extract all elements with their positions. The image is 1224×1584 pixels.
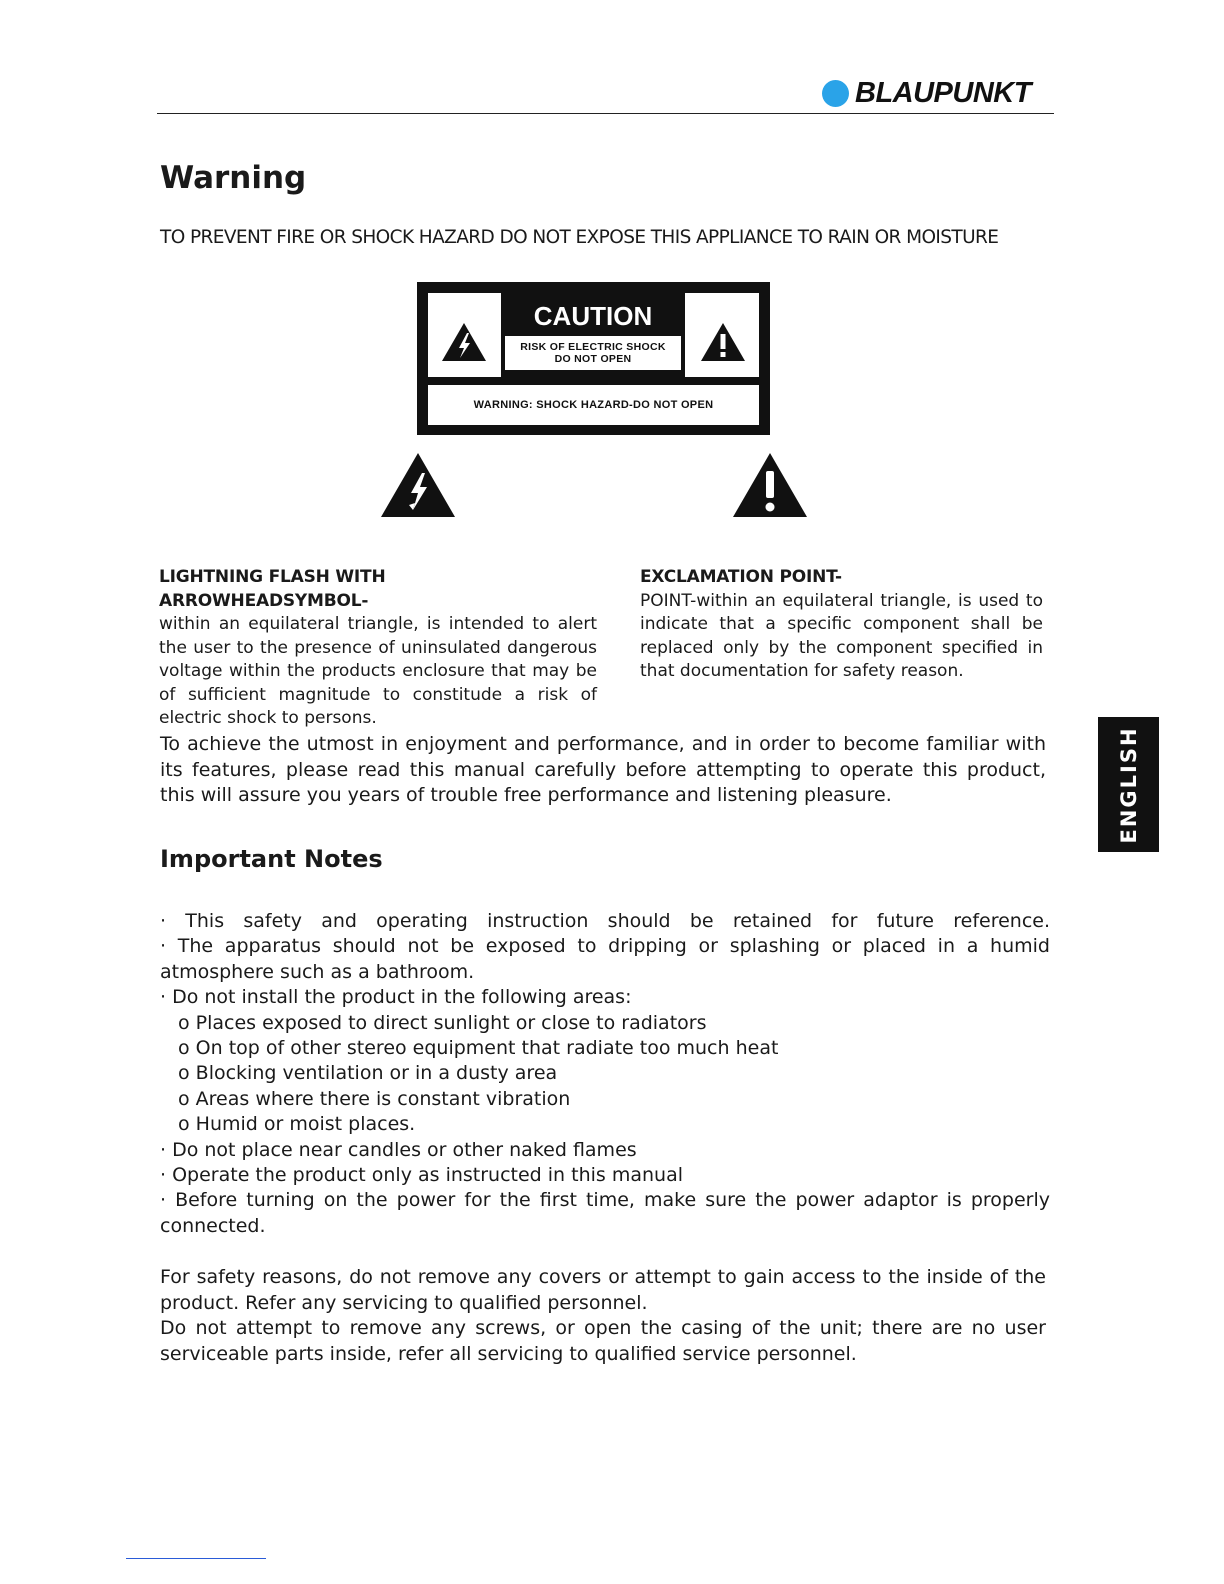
exclamation-explanation-body: POINT-within an equilateral triangle, is used to indicate that a specific component shall be replaced only by the component specified in that documentation for safety reason.: [640, 590, 1043, 681]
brand-logo: [822, 78, 1031, 108]
lightning-explanation-body: within an equilateral triangle, is intended to alert the user to the presence of uninsulated dangerous voltage within the products enclosure that may be of sufficient magnitude to constitude a risk of electric shock to persons.: [159, 614, 597, 728]
exclamation-triangle-icon: [699, 321, 747, 363]
warning-statement: TO PREVENT FIRE OR SHOCK HAZARD DO NOT EXPOSE THIS APPLIANCE TO RAIN OR MOISTURE: [160, 227, 999, 248]
page-title: Warning: [160, 160, 307, 196]
language-tab: [1098, 717, 1159, 852]
footer-divider: [126, 1558, 266, 1559]
brand-name: BLAUPUNKT: [855, 76, 1031, 109]
caution-label: [417, 282, 770, 435]
note-item: · Operate the product only as instructed in this manual: [160, 1164, 684, 1187]
header-divider: [157, 113, 1054, 114]
note-item: · This safety and operating instruction should be retained for future reference.: [160, 910, 1050, 932]
caution-sub-line-2: DO NOT OPEN: [554, 353, 632, 365]
safety-paragraphs: [160, 1265, 1046, 1367]
caution-title: CAUTION: [533, 301, 653, 331]
caution-subtitle-box: [505, 336, 681, 370]
exclamation-explanation-title: EXCLAMATION POINT-: [640, 567, 842, 587]
note-sub-item: o On top of other stereo equipment that radiate too much heat: [178, 1037, 779, 1060]
safety-paragraph-1: For safety reasons, do not remove any covers or attempt to gain access to the inside of the product. Refer any servicing to qualified personnel.: [160, 1266, 1046, 1314]
language-tab-label: ENGLISH: [1116, 725, 1141, 844]
lightning-triangle-icon: [440, 321, 488, 363]
caution-label-bottom-panel: [428, 385, 759, 425]
caution-center-panel: [501, 293, 685, 377]
lightning-explanation: [159, 566, 597, 731]
note-sub-item: o Areas where there is constant vibration: [178, 1087, 571, 1110]
important-notes-list: [160, 909, 1050, 1239]
note-sub-item: o Places exposed to direct sunlight or close to radiators: [178, 1011, 707, 1034]
note-sub-item: o Humid or moist places.: [178, 1113, 416, 1136]
caution-bottom-warning: WARNING: SHOCK HAZARD-DO NOT OPEN: [473, 399, 714, 411]
brand-dot-icon: [822, 80, 849, 107]
note-item: · The apparatus should not be exposed to dripping or splashing or placed in a humid atmosphere such as a bathroom.: [160, 935, 1050, 983]
lightning-explanation-title: LIGHTNING FLASH WITH ARROWHEADSYMBOL-: [159, 567, 386, 611]
note-item: · Before turning on the power for the first time, make sure the power adaptor is properly connected.: [160, 1189, 1050, 1237]
exclamation-explanation: [640, 566, 1043, 684]
note-sub-item: o Blocking ventilation or in a dusty area: [178, 1062, 558, 1085]
lightning-flash-symbol-icon: [380, 452, 456, 518]
caution-sub-line-1: RISK OF ELECTRIC SHOCK: [520, 341, 666, 353]
safety-paragraph-2: Do not attempt to remove any screws, or open the casing of the unit; there are no user serviceable parts inside, refer all servicing to qualified service personnel.: [160, 1317, 1046, 1365]
important-notes-heading: Important Notes: [160, 845, 383, 873]
note-item: · Do not install the product in the following areas:: [160, 986, 632, 1009]
exclamation-point-symbol-icon: [732, 452, 808, 518]
caution-label-top-panel: [428, 293, 759, 377]
intro-paragraph: To achieve the utmost in enjoyment and performance, and in order to become familiar with its features, please read this manual carefully before attempting to operate this product, this will assure you years of trouble free performance and listening pleasure.: [160, 733, 1046, 806]
note-item: · Do not place near candles or other naked flames: [160, 1138, 637, 1161]
